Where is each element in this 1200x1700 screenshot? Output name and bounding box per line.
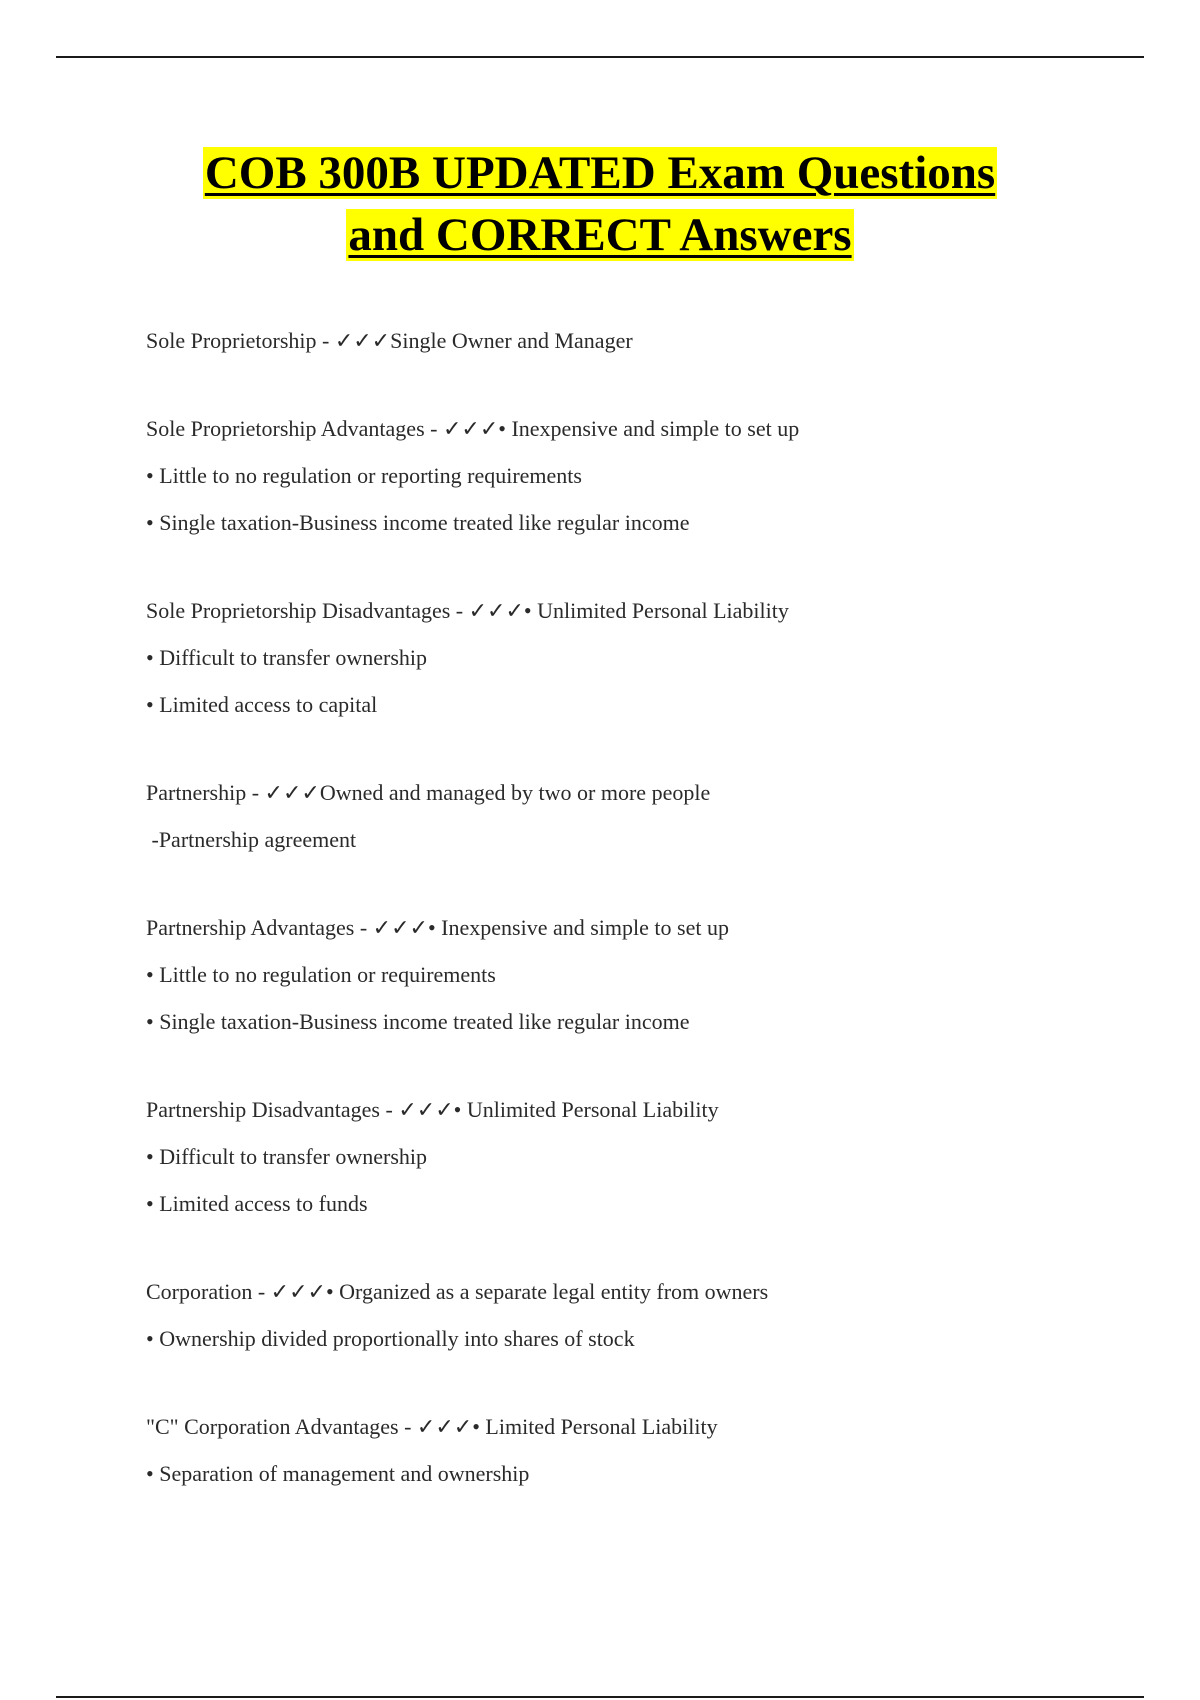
- qa-line: • Ownership divided proportionally into shares of stock: [146, 1326, 635, 1351]
- qa-entry: [146, 317, 1146, 364]
- qa-entry: [146, 769, 1146, 863]
- qa-line: • Little to no regulation or reporting requirements: [146, 463, 582, 488]
- qa-line: • Difficult to transfer ownership: [146, 645, 428, 670]
- qa-line: • Limited access to capital: [146, 692, 378, 717]
- qa-line: Partnership Disadvantages - ✓✓✓• Unlimited Personal Liability: [146, 1097, 719, 1122]
- qa-line: -Partnership agreement: [146, 827, 357, 852]
- qa-entry: [146, 1268, 1146, 1362]
- title-line-2: and CORRECT Answers: [348, 209, 852, 261]
- qa-entry: [146, 1086, 1146, 1227]
- footer-rule: [56, 1696, 1144, 1698]
- qa-entry: [146, 904, 1146, 1045]
- qa-line: Partnership Advantages - ✓✓✓• Inexpensive and simple to set up: [146, 915, 729, 940]
- qa-entry: [146, 1403, 1146, 1497]
- qa-line: "C" Corporation Advantages - ✓✓✓• Limited Personal Liability: [146, 1414, 718, 1439]
- qa-line: • Difficult to transfer ownership: [146, 1144, 428, 1169]
- qa-line: Sole Proprietorship Disadvantages - ✓✓✓• Unlimited Personal Liability: [146, 598, 789, 623]
- qa-line: • Single taxation-Business income treated like regular income: [146, 510, 690, 535]
- qa-entry: [146, 587, 1146, 728]
- qa-line: Partnership - ✓✓✓Owned and managed by two or more people: [146, 780, 711, 805]
- title-line-1: COB 300B UPDATED Exam Questions: [204, 147, 996, 199]
- header-rule: [56, 56, 1144, 58]
- qa-line: • Single taxation-Business income treated like regular income: [146, 1009, 690, 1034]
- qa-entry: [146, 405, 1146, 546]
- document-title: [60, 142, 1140, 266]
- qa-line: • Little to no regulation or requirements: [146, 962, 496, 987]
- qa-line: • Limited access to funds: [146, 1191, 368, 1216]
- qa-line: Sole Proprietorship - ✓✓✓Single Owner and Manager: [146, 328, 633, 353]
- qa-line: Corporation - ✓✓✓• Organized as a separate legal entity from owners: [146, 1279, 769, 1304]
- qa-line: • Separation of management and ownership: [146, 1461, 530, 1486]
- qa-line: Sole Proprietorship Advantages - ✓✓✓• Inexpensive and simple to set up: [146, 416, 800, 441]
- qa-list: [146, 327, 1146, 1548]
